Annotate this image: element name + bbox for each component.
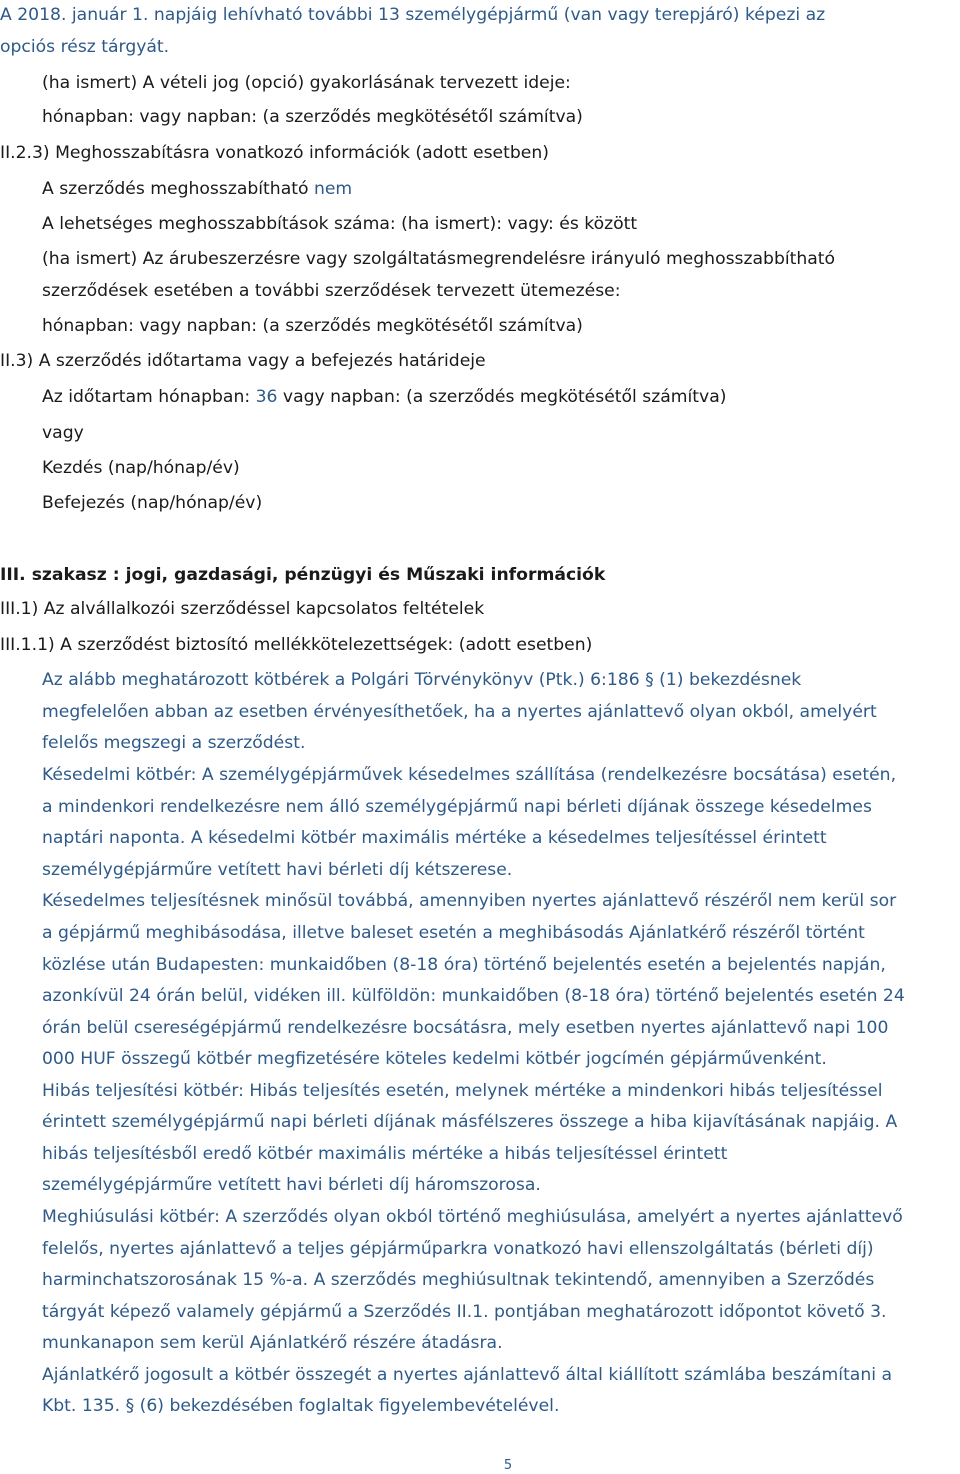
body-line: Hibás teljesítési kötbér: Hibás teljesítés esetén, melynek mértéke a mindenkori hibás teljesítéssel: [42, 1081, 883, 1101]
body-line: órán belül csereségépjármű rendelkezésre bocsátásra, mely esetben nyertes ajánlattevő napi 100: [42, 1018, 889, 1038]
duration-line: [42, 386, 726, 408]
opcio-timing-line: hónapban: vagy napban: (a szerződés megkötésétől számítva): [42, 107, 583, 127]
duration-suffix: vagy napban: (a szerződés megkötésétől számítva): [277, 387, 727, 407]
body-line: Az alább meghatározott kötbérek a Polgári Törvénykönyv (Ptk.) 6:186 § (1) bekezdésnek: [42, 670, 802, 690]
duration-value: 36: [255, 387, 278, 407]
body-line: megfelelően abban az esetben érvényesíthetőek, ha a nyertes ajánlattevő olyan okból, amelyért: [42, 702, 877, 722]
opcio-line-2: opciós rész tárgyát.: [0, 37, 170, 57]
body-line: munkanapon sem kerül Ajánlatkérő részére átadásra.: [42, 1333, 503, 1353]
body-line: a gépjármű meghibásodása, illetve baleset esetén a meghibásodás Ajánlatkérő részéről történt: [42, 923, 865, 943]
extension-value: nem: [313, 179, 353, 199]
body-line: közlése után Budapesten: munkaidőben (8-18 óra) történő bejelentés esetén a bejelentés napján,: [42, 955, 886, 975]
body-line: felelős, nyertes ajánlattevő a teljes gépjárműparkra vonatkozó havi ellenszolgáltatás (bérleti díj): [42, 1239, 874, 1259]
extension-line: [42, 178, 352, 200]
extension-schedule-line-3: hónapban: vagy napban: (a szerződés megkötésétől számítva): [42, 316, 583, 336]
section-title-iii: III. szakasz : jogi, gazdasági, pénzügyi és Műszaki információk: [0, 565, 606, 585]
opcio-exercise-line: (ha ismert) A vételi jog (opció) gyakorlásának tervezett ideje:: [42, 73, 571, 93]
body-line: 000 HUF összegű kötbér megfizetésére köteles kedelmi kötbér jogcímén gépjárművenként.: [42, 1049, 827, 1069]
body-line: Késedelmes teljesítésnek minősül továbbá, amennyiben nyertes ajánlattevő részéről nem kerül sor: [42, 891, 897, 911]
body-line: felelős megszegi a szerződést.: [42, 733, 306, 753]
opcio-line-1: A 2018. január 1. napjáig lehívható további 13 személygépjármű (van vagy terepjáró) képezi az: [0, 5, 826, 25]
section-heading-ii-3: II.3) A szerződés időtartama vagy a befejezés határideje: [0, 351, 486, 371]
duration-label: Az időtartam hónapban:: [42, 387, 256, 407]
extension-count-line: A lehetséges meghosszabbítások száma: (ha ismert): vagy: és között: [42, 214, 638, 234]
body-line: Kbt. 135. § (6) bekezdésében foglaltak figyelembevételével.: [42, 1396, 560, 1416]
body-line: Meghiúsulási kötbér: A szerződés olyan okból történő meghiúsulása, amelyért a nyertes ajánlattevő: [42, 1207, 903, 1227]
or-line: vagy: [42, 423, 84, 443]
section-heading-iii-1: III.1) Az alvállalkozói szerződéssel kapcsolatos feltételek: [0, 599, 485, 619]
body-line: személygépjárműre vetített havi bérleti díj kétszerese.: [42, 860, 513, 880]
extension-label: A szerződés meghosszabítható: [42, 179, 314, 199]
body-line: tárgyát képező valamely gépjármű a Szerződés II.1. pontjában meghatározott időpontot követő 3.: [42, 1302, 887, 1322]
body-line: azonkívül 24 órán belül, vidéken ill. külföldön: munkaidőben (8-18 óra) történő bejelentés esetén 24: [42, 986, 905, 1006]
section-heading-iii-1-1: III.1.1) A szerződést biztosító mellékkötelezettségek: (adott esetben): [0, 635, 593, 655]
extension-schedule-line-1: (ha ismert) Az árubeszerzésre vagy szolgáltatásmegrendelésre irányuló meghosszabbítható: [42, 249, 836, 269]
body-line: Ajánlatkérő jogosult a kötbér összegét a nyertes ajánlattevő által kiállított számlába beszámítani a: [42, 1365, 893, 1385]
body-line: a mindenkori rendelkezésre nem álló személygépjármű napi bérleti díjának összege késedelmes: [42, 797, 872, 817]
page-number: 5: [503, 1458, 513, 1473]
body-line: hibás teljesítésből eredő kötbér maximális mértéke a hibás teljesítéssel érintett: [42, 1144, 728, 1164]
extension-schedule-line-2: szerződések esetében a további szerződések tervezett ütemezése:: [42, 281, 621, 301]
body-line: harminchatszorosának 15 %-a. A szerződés meghiúsultnak tekintendő, amennyiben a Szerződés: [42, 1270, 875, 1290]
body-line: Késedelmi kötbér: A személygépjárművek késedelmes szállítása (rendelkezésre bocsátása) esetén,: [42, 765, 897, 785]
section-heading-ii-2-3: II.2.3) Meghosszabításra vonatkozó információk (adott esetben): [0, 143, 549, 163]
body-line: érintett személygépjármű napi bérleti díjának másfélszeres összege a hiba kijavításának napjáig. A: [42, 1112, 898, 1132]
body-line: naptári naponta. A késedelmi kötbér maximális mértéke a késedelmes teljesítéssel érintett: [42, 828, 827, 848]
body-line: személygépjárműre vetített havi bérleti díj háromszorosa.: [42, 1175, 541, 1195]
start-date-line: Kezdés (nap/hónap/év): [42, 458, 240, 478]
end-date-line: Befejezés (nap/hónap/év): [42, 493, 263, 513]
